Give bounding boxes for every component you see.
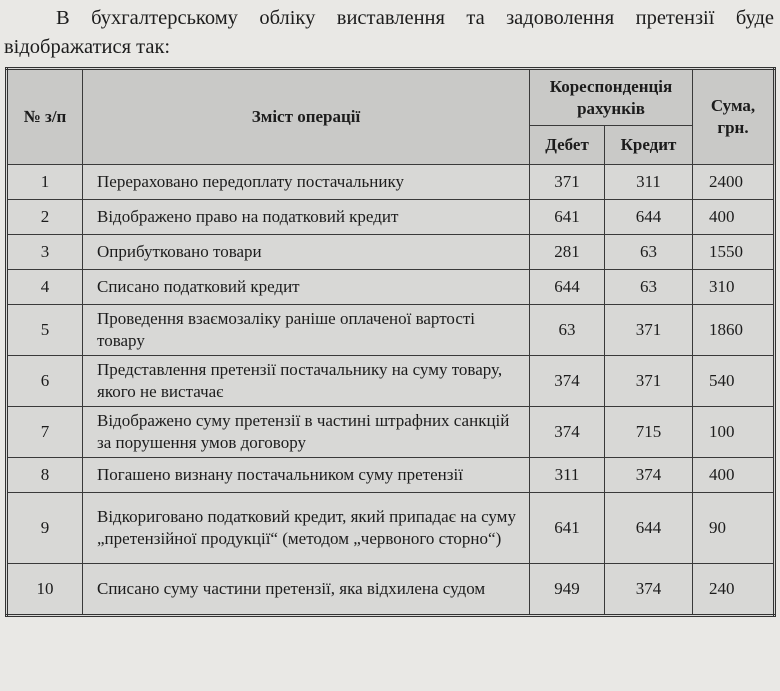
- table-row: [7, 165, 775, 200]
- table-row: [7, 200, 775, 235]
- operation-text: Списано суму частини претензії, яка відхилена судом: [83, 564, 530, 616]
- table-row: [7, 407, 775, 458]
- operation-text: Погашено визнану постачальником суму претензії: [83, 458, 530, 493]
- operation-text: Перераховано передоплату постачальнику: [83, 165, 530, 200]
- row-number: 3: [7, 235, 83, 270]
- credit-account: 371: [605, 356, 693, 407]
- table-row: [7, 356, 775, 407]
- operation-text: Відображено суму претензії в частині штрафних санкцій за порушення умов договору: [83, 407, 530, 458]
- operation-text: Відкориговано податковий кредит, який припадає на суму „претензійної продукції“ (методом „червоного сторно“): [83, 493, 530, 564]
- operation-text: Представлення претензії постачальнику на суму товару, якого не вистачає: [83, 356, 530, 407]
- debit-account: 641: [530, 200, 605, 235]
- debit-account: 311: [530, 458, 605, 493]
- amount: 1550: [693, 235, 775, 270]
- row-number: 10: [7, 564, 83, 616]
- amount: 400: [693, 458, 775, 493]
- credit-account: 715: [605, 407, 693, 458]
- credit-account: 63: [605, 235, 693, 270]
- credit-account: 374: [605, 458, 693, 493]
- header-correspondence: Кореспонденція рахунків: [530, 69, 693, 126]
- row-number: 9: [7, 493, 83, 564]
- debit-account: 644: [530, 270, 605, 305]
- row-number: 4: [7, 270, 83, 305]
- debit-account: 641: [530, 493, 605, 564]
- credit-account: 644: [605, 493, 693, 564]
- table-row: [7, 235, 775, 270]
- credit-account: 311: [605, 165, 693, 200]
- debit-account: 949: [530, 564, 605, 616]
- debit-account: 63: [530, 305, 605, 356]
- amount: 400: [693, 200, 775, 235]
- debit-account: 281: [530, 235, 605, 270]
- amount: 310: [693, 270, 775, 305]
- operation-text: Оприбутковано товари: [83, 235, 530, 270]
- header-no: № з/п: [7, 69, 83, 165]
- intro-paragraph: В бухгалтерському обліку виставлення та задоволення претензії буде відображатися так:: [4, 7, 774, 58]
- row-number: 6: [7, 356, 83, 407]
- entries-table-wrapper: [5, 67, 773, 617]
- operation-text: Списано податковий кредит: [83, 270, 530, 305]
- amount: 100: [693, 407, 775, 458]
- amount: 240: [693, 564, 775, 616]
- credit-account: 371: [605, 305, 693, 356]
- accounting-entries-table: [5, 67, 776, 617]
- header-debit: Дебет: [530, 126, 605, 165]
- header-credit: Кредит: [605, 126, 693, 165]
- table-row: [7, 493, 775, 564]
- row-number: 8: [7, 458, 83, 493]
- amount: 2400: [693, 165, 775, 200]
- header-content: Зміст операції: [83, 69, 530, 165]
- credit-account: 63: [605, 270, 693, 305]
- row-number: 5: [7, 305, 83, 356]
- debit-account: 374: [530, 356, 605, 407]
- operation-text: Відображено право на податковий кредит: [83, 200, 530, 235]
- table-row: [7, 458, 775, 493]
- amount: 1860: [693, 305, 775, 356]
- amount: 540: [693, 356, 775, 407]
- table-row: [7, 305, 775, 356]
- table-row: [7, 270, 775, 305]
- credit-account: 374: [605, 564, 693, 616]
- debit-account: 374: [530, 407, 605, 458]
- row-number: 7: [7, 407, 83, 458]
- debit-account: 371: [530, 165, 605, 200]
- row-number: 1: [7, 165, 83, 200]
- header-sum: Сума, грн.: [693, 69, 775, 165]
- operation-text: Проведення взаємозаліку раніше оплаченої вартості товару: [83, 305, 530, 356]
- amount: 90: [693, 493, 775, 564]
- credit-account: 644: [605, 200, 693, 235]
- table-row: [7, 564, 775, 616]
- row-number: 2: [7, 200, 83, 235]
